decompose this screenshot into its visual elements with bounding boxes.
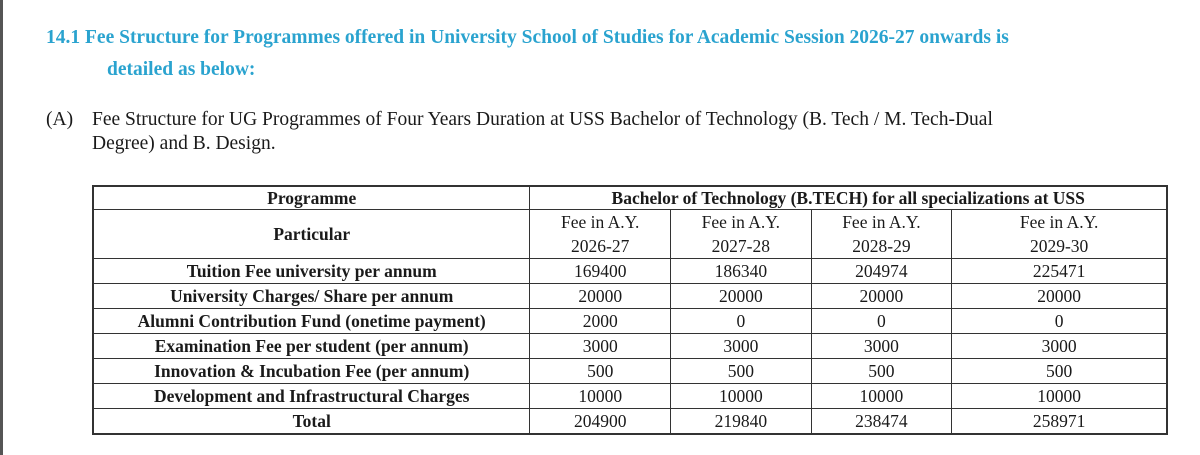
year-header-label: Fee in A.Y. — [560, 212, 640, 232]
fee-cell: 20000 — [671, 284, 812, 309]
total-cell: 258971 — [952, 409, 1167, 435]
programme-label: Programme — [93, 186, 530, 210]
year-header — [530, 210, 671, 259]
fee-cell: 10000 — [530, 384, 671, 409]
fee-cell: 10000 — [952, 384, 1167, 409]
fee-cell: 3000 — [671, 334, 812, 359]
total-label: Total — [93, 409, 530, 435]
particular-cell: Alumni Contribution Fund (onetime payment) — [93, 309, 530, 334]
fee-cell: 20000 — [530, 284, 671, 309]
subsection-marker: (A) — [46, 109, 74, 130]
fee-cell: 500 — [811, 359, 952, 384]
table-row — [93, 309, 1167, 334]
fee-cell: 3000 — [952, 334, 1167, 359]
fee-structure-table — [92, 185, 1168, 435]
table-row — [93, 259, 1167, 284]
fee-cell: 204974 — [811, 259, 952, 284]
fee-cell: 20000 — [952, 284, 1167, 309]
year-header-year: 2027-28 — [711, 236, 770, 256]
total-cell: 204900 — [530, 409, 671, 435]
total-row — [93, 409, 1167, 435]
subsection-line-1: Fee Structure for UG Programmes of Four Years Duration at USS Bachelor of Technology (B. Tech / M. Tech-Dual — [92, 109, 993, 130]
programme-value: Bachelor of Technology (B.TECH) for all specializations at USS — [530, 186, 1167, 210]
year-header-label: Fee in A.Y. — [701, 212, 781, 232]
subsection-line-2: Degree) and B. Design. — [92, 133, 276, 154]
particular-cell: Development and Infrastructural Charges — [93, 384, 530, 409]
fee-cell: 3000 — [811, 334, 952, 359]
table-row — [93, 284, 1167, 309]
fee-cell: 2000 — [530, 309, 671, 334]
fee-cell: 20000 — [811, 284, 952, 309]
fee-cell: 186340 — [671, 259, 812, 284]
programme-row — [93, 186, 1167, 210]
table-row — [93, 384, 1167, 409]
fee-cell: 0 — [811, 309, 952, 334]
total-cell: 238474 — [811, 409, 952, 435]
fee-cell: 169400 — [530, 259, 671, 284]
table-row — [93, 359, 1167, 384]
fee-cell: 500 — [530, 359, 671, 384]
total-cell: 219840 — [671, 409, 812, 435]
fee-cell: 500 — [952, 359, 1167, 384]
year-header — [671, 210, 812, 259]
fee-cell: 500 — [671, 359, 812, 384]
fee-cell: 10000 — [811, 384, 952, 409]
year-header-label: Fee in A.Y. — [842, 212, 921, 232]
year-header-year: 2026-27 — [571, 236, 630, 256]
particular-cell: University Charges/ Share per annum — [93, 284, 530, 309]
year-header-label: Fee in A.Y. — [1019, 212, 1099, 232]
particular-cell: Examination Fee per student (per annum) — [93, 334, 530, 359]
fee-cell: 10000 — [671, 384, 812, 409]
year-header-year: 2028-29 — [852, 236, 911, 256]
table-row — [93, 334, 1167, 359]
fee-cell: 0 — [671, 309, 812, 334]
fee-cell: 3000 — [530, 334, 671, 359]
heading-line-2: detailed as below: — [107, 59, 256, 80]
year-header-row — [93, 210, 1167, 259]
particular-cell: Innovation & Incubation Fee (per annum) — [93, 359, 530, 384]
year-header-year: 2029-30 — [1029, 236, 1089, 256]
particular-label: Particular — [93, 210, 530, 259]
fee-cell: 0 — [952, 309, 1167, 334]
page-left-border — [0, 0, 3, 455]
year-header — [811, 210, 952, 259]
heading-line-1: 14.1 Fee Structure for Programmes offered in University School of Studies for Academic Session 2026-27 onwards is — [46, 27, 1009, 48]
fee-cell: 225471 — [952, 259, 1167, 284]
section-heading — [46, 22, 1186, 86]
year-header — [952, 210, 1167, 259]
particular-cell: Tuition Fee university per annum — [93, 259, 530, 284]
subsection-paragraph — [46, 108, 1191, 156]
